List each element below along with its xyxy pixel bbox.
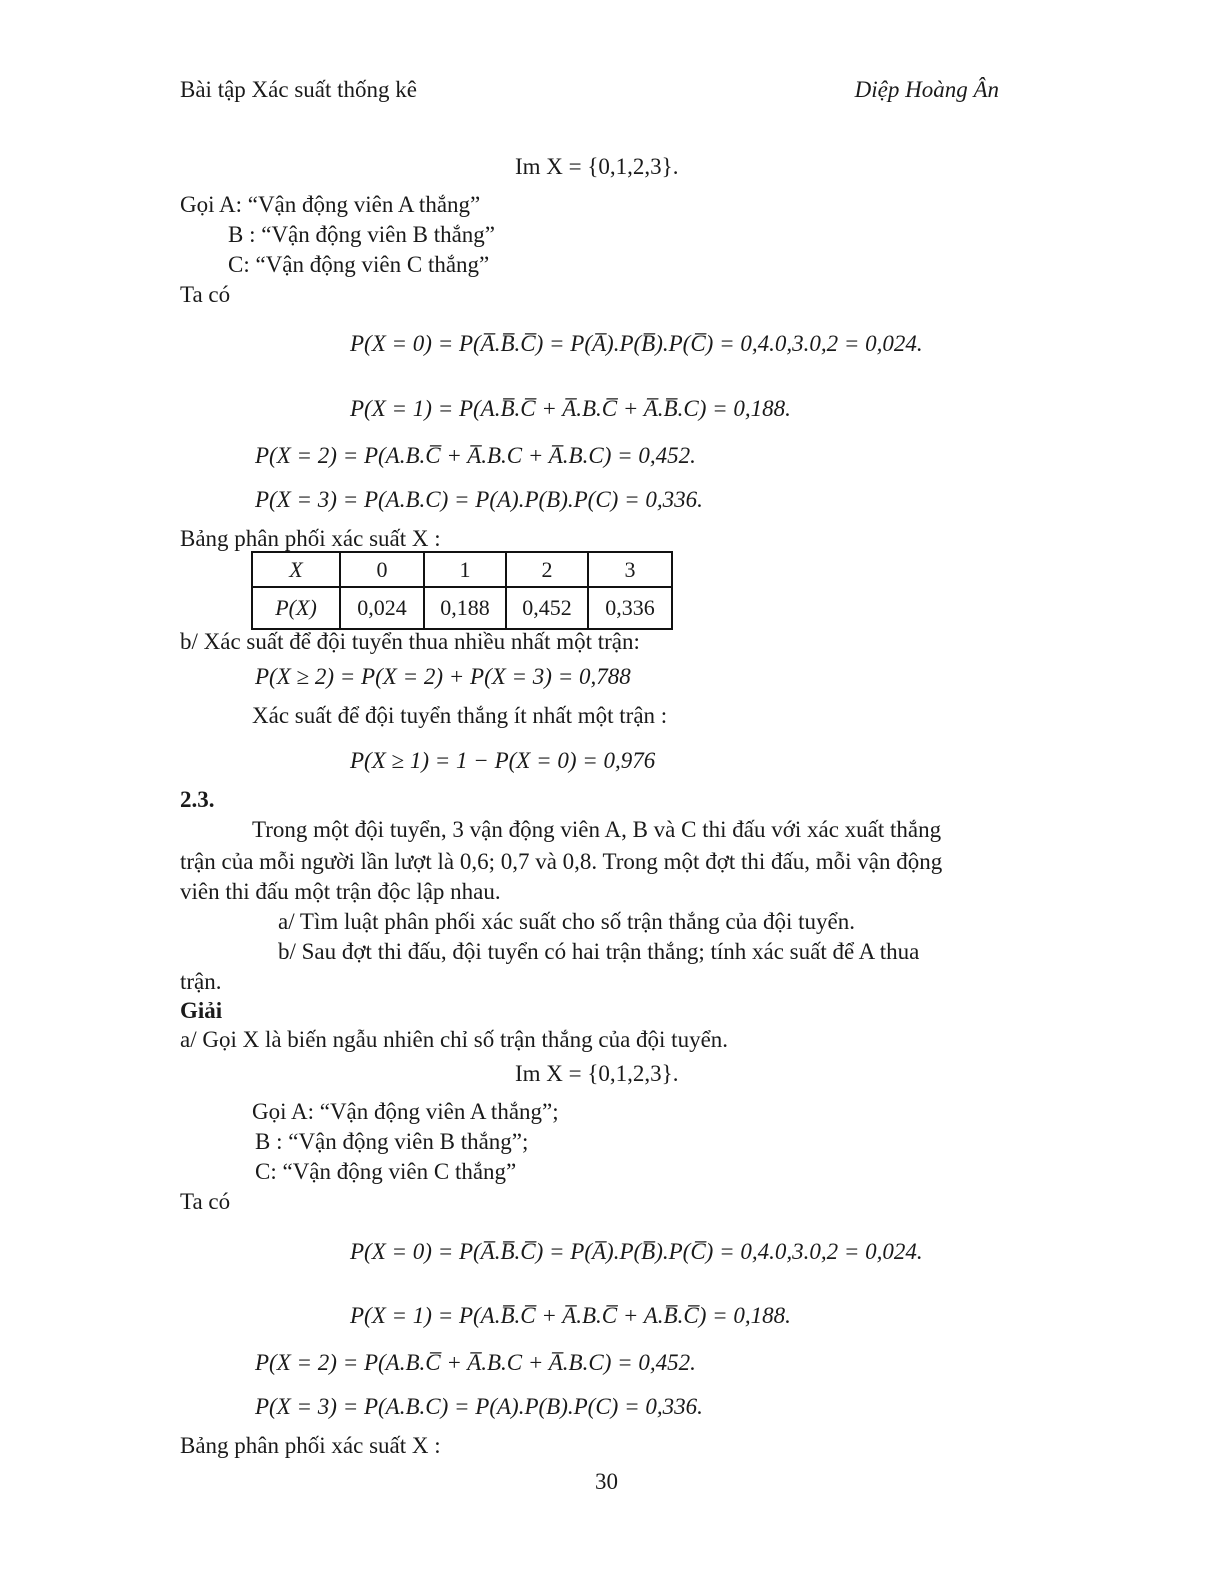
part-b-formula: P(X ≥ 2) = P(X = 2) + P(X = 3) = 0,788 <box>255 664 631 689</box>
solution-table-title: Bảng phân phối xác suất X : <box>180 1433 441 1458</box>
solution-im-x: Im X = {0,1,2,3}. <box>515 1061 679 1086</box>
solution-formula-p0: P(X = 0) = P(A̅.B̅.C̅) = P(A̅).P(B̅).P(C̅) = 0,4.0,3.0,2 = 0,024. <box>350 1239 923 1264</box>
task-b-cont: trận. <box>180 969 222 994</box>
task-b: b/ Sau đợt thi đấu, đội tuyển có hai trận thắng; tính xác suất để A thua <box>278 939 920 964</box>
distribution-table <box>251 551 673 630</box>
formula-p2: P(X = 2) = P(A.B.C̅ + A̅.B.C + A̅.B.C) = 0,452. <box>255 443 696 468</box>
table-cell: 0,452 <box>506 587 588 629</box>
problem-line-1: Trong một đội tuyển, 3 vận động viên A, B và C thi đấu với xác xuất thắng <box>252 817 942 842</box>
formula-p1: P(X = 1) = P(A.B̅.C̅ + A̅.B.C̅ + A̅.B̅.C) = 0,188. <box>350 396 791 421</box>
solution-intro: a/ Gọi X là biến ngẫu nhiên chỉ số trận thắng của đội tuyển. <box>180 1027 729 1052</box>
table-cell: 0,336 <box>588 587 672 629</box>
part-b-text: b/ Xác suất để đội tuyển thua nhiều nhất một trận: <box>180 629 640 654</box>
solution-event-a: Gọi A: “Vận động viên A thắng”; <box>252 1099 559 1124</box>
part-b-formula2: P(X ≥ 1) = 1 − P(X = 0) = 0,976 <box>350 748 656 773</box>
im-x-line: Im X = {0,1,2,3}. <box>515 154 679 179</box>
problem-line-2: trận của mỗi người lần lượt là 0,6; 0,7 và 0,8. Trong một đợt thi đấu, mỗi vận động <box>180 849 943 874</box>
header-right: Diệp Hoàng Ân <box>854 77 999 102</box>
table-cell: 3 <box>588 552 672 587</box>
table-cell: 2 <box>506 552 588 587</box>
problem-line-3: viên thi đấu một trận độc lập nhau. <box>180 879 501 904</box>
formula-p0: P(X = 0) = P(A̅.B̅.C̅) = P(A̅).P(B̅).P(C̅) = 0,4.0,3.0,2 = 0,024. <box>350 331 923 356</box>
problem-number: 2.3. <box>180 787 215 812</box>
table-cell: P(X) <box>252 587 340 629</box>
solution-event-c: C: “Vận động viên C thắng” <box>255 1159 517 1184</box>
table-row <box>252 587 672 629</box>
page-number: 30 <box>595 1469 618 1494</box>
solution-formula-p3: P(X = 3) = P(A.B.C) = P(A).P(B).P(C) = 0,336. <box>255 1394 703 1419</box>
table-cell: X <box>252 552 340 587</box>
table-header-row <box>252 552 672 587</box>
solution-formula-p2: P(X = 2) = P(A.B.C̅ + A̅.B.C + A̅.B.C) = 0,452. <box>255 1350 696 1375</box>
solution-event-b: B : “Vận động viên B thắng”; <box>255 1129 529 1154</box>
event-c: C: “Vận động viên C thắng” <box>228 252 490 277</box>
part-b-text2: Xác suất để đội tuyển thắng ít nhất một trận : <box>252 703 668 728</box>
table-cell: 0,024 <box>340 587 424 629</box>
solution-formula-p1: P(X = 1) = P(A.B̅.C̅ + A̅.B.C̅ + A.B̅.C̅) = 0,188. <box>350 1303 791 1328</box>
task-a: a/ Tìm luật phân phối xác suất cho số trận thắng của đội tuyển. <box>278 909 855 934</box>
ta-co: Ta có <box>180 282 231 307</box>
header-left: Bài tập Xác suất thống kê <box>180 77 417 102</box>
event-a: Gọi A: “Vận động viên A thắng” <box>180 192 481 217</box>
solution-ta-co: Ta có <box>180 1189 231 1214</box>
table-cell: 0 <box>340 552 424 587</box>
formula-p3: P(X = 3) = P(A.B.C) = P(A).P(B).P(C) = 0,336. <box>255 487 703 512</box>
table-cell: 0,188 <box>424 587 506 629</box>
solution-title: Giải <box>180 998 223 1023</box>
table-title: Bảng phân phối xác suất X : <box>180 526 441 551</box>
table-cell: 1 <box>424 552 506 587</box>
event-b: B : “Vận động viên B thắng” <box>228 222 496 247</box>
